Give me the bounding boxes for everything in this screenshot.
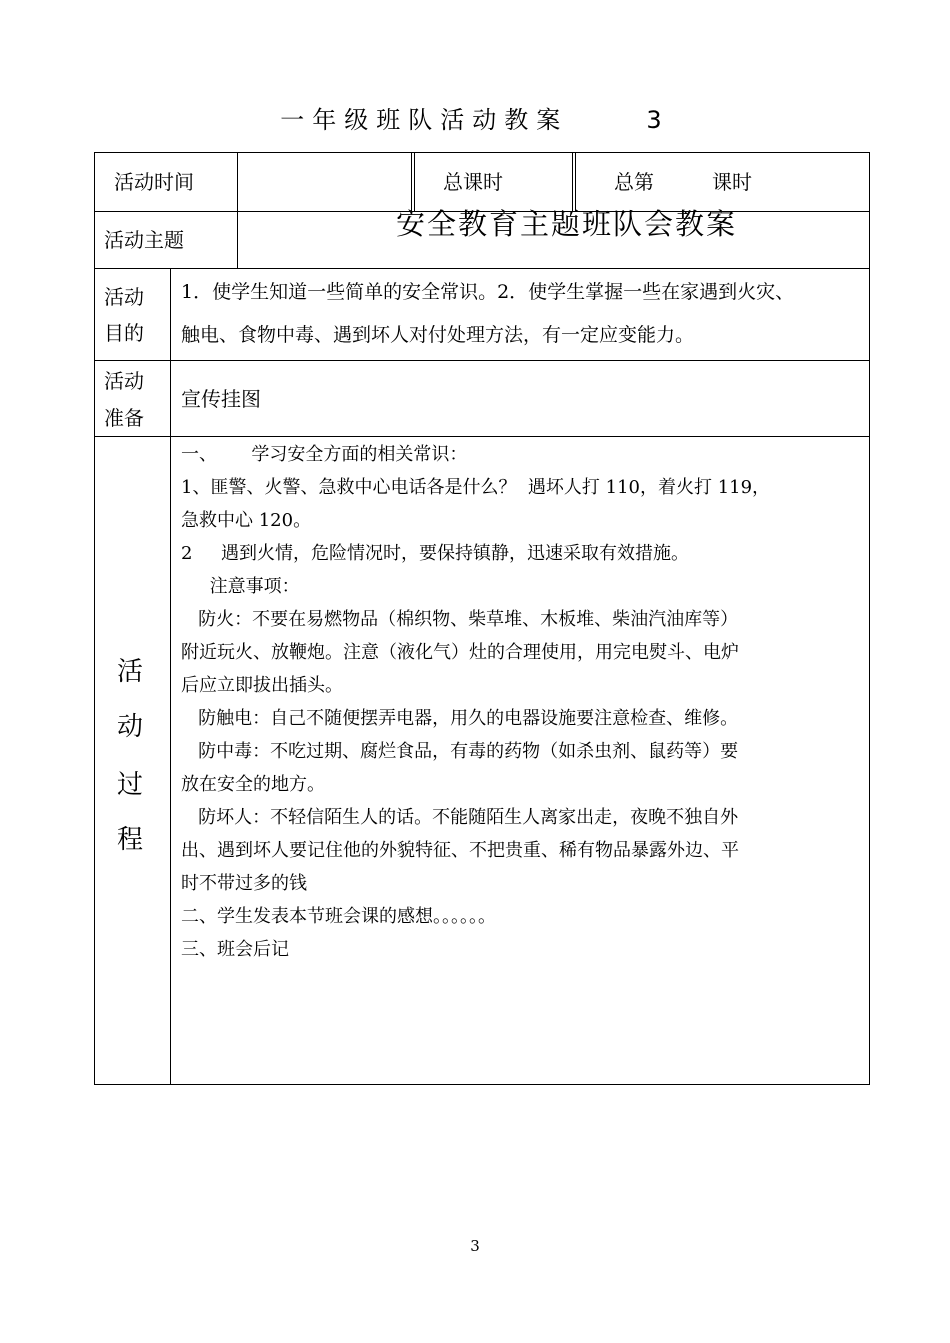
activity-theme-value: 安全教育主题班队会教案 — [396, 207, 738, 241]
process-line: 后应立即拔出插头。 — [181, 675, 343, 696]
process-label-char: 过 — [117, 770, 144, 800]
process-line: 急救中心 120。 — [181, 510, 312, 531]
process-label-char: 活 — [117, 657, 144, 687]
column-divider — [170, 268, 171, 1085]
process-line: 防触电：自己不随便摆弄电器，用久的电器设施要注意检查、维修。 — [181, 708, 739, 729]
process-line: 二、学生发表本节班会课的感想。。。。。。 — [181, 906, 496, 927]
process-line: 防坏人：不轻信陌生人的话。不能随陌生人离家出走，夜晚不独自外 — [181, 807, 739, 828]
process-line: 附近玩火、放鞭炮。注意（液化气）灶的合理使用，用完电熨斗、电炉 — [181, 642, 739, 663]
row-divider — [94, 360, 870, 361]
document-title: 一年级班队活动教案 3 — [280, 106, 670, 134]
process-label-char: 动 — [117, 712, 144, 742]
process-line: 放在安全的地方。 — [181, 774, 325, 795]
activity-time-label: 活动时间 — [114, 170, 194, 194]
process-line: 注意事项： — [181, 576, 300, 597]
hours-label: 课时 — [712, 170, 752, 194]
total-number-label: 总第 — [614, 170, 654, 194]
column-divider — [237, 152, 238, 268]
purpose-line-1: 1．使学生知道一些简单的安全常识。2．使学生掌握一些在家遇到火灾、 — [181, 281, 795, 303]
process-line: 时不带过多的钱 — [181, 873, 307, 894]
preparation-label-line2: 准备 — [104, 406, 144, 430]
activity-theme-label: 活动主题 — [104, 228, 184, 252]
process-label-char: 程 — [117, 825, 144, 855]
row-divider — [94, 436, 870, 437]
process-line: 一、 学习安全方面的相关常识： — [181, 444, 468, 465]
row-divider — [94, 268, 870, 269]
total-hours-label: 总课时 — [443, 170, 503, 194]
preparation-value: 宣传挂图 — [181, 387, 261, 411]
process-line: 防中毒：不吃过期、腐烂食品，有毒的药物（如杀虫剂、鼠药等）要 — [181, 741, 739, 762]
process-line: 防火：不要在易燃物品（棉织物、柴草堆、木板堆、柴油汽油库等） — [181, 609, 739, 630]
process-line: 出、遇到坏人要记住他的外貌特征、不把贵重、稀有物品暴露外边、平 — [181, 840, 739, 861]
preparation-label-line1: 活动 — [104, 369, 144, 393]
purpose-line-2: 触电、食物中毒、遇到坏人对付处理方法，有一定应变能力。 — [181, 324, 695, 346]
page-number: 3 — [470, 1237, 480, 1255]
purpose-label-line1: 活动 — [104, 285, 144, 309]
process-line: 1、匪警、火警、急救中心电话各是什么？ 遇坏人打 110，着火打 119， — [181, 477, 771, 498]
purpose-label-line2: 目的 — [104, 321, 144, 345]
process-line: 三、班会后记 — [181, 939, 289, 960]
process-line: 2 遇到火情，危险情况时，要保持镇静，迅速采取有效措施。 — [181, 543, 690, 564]
